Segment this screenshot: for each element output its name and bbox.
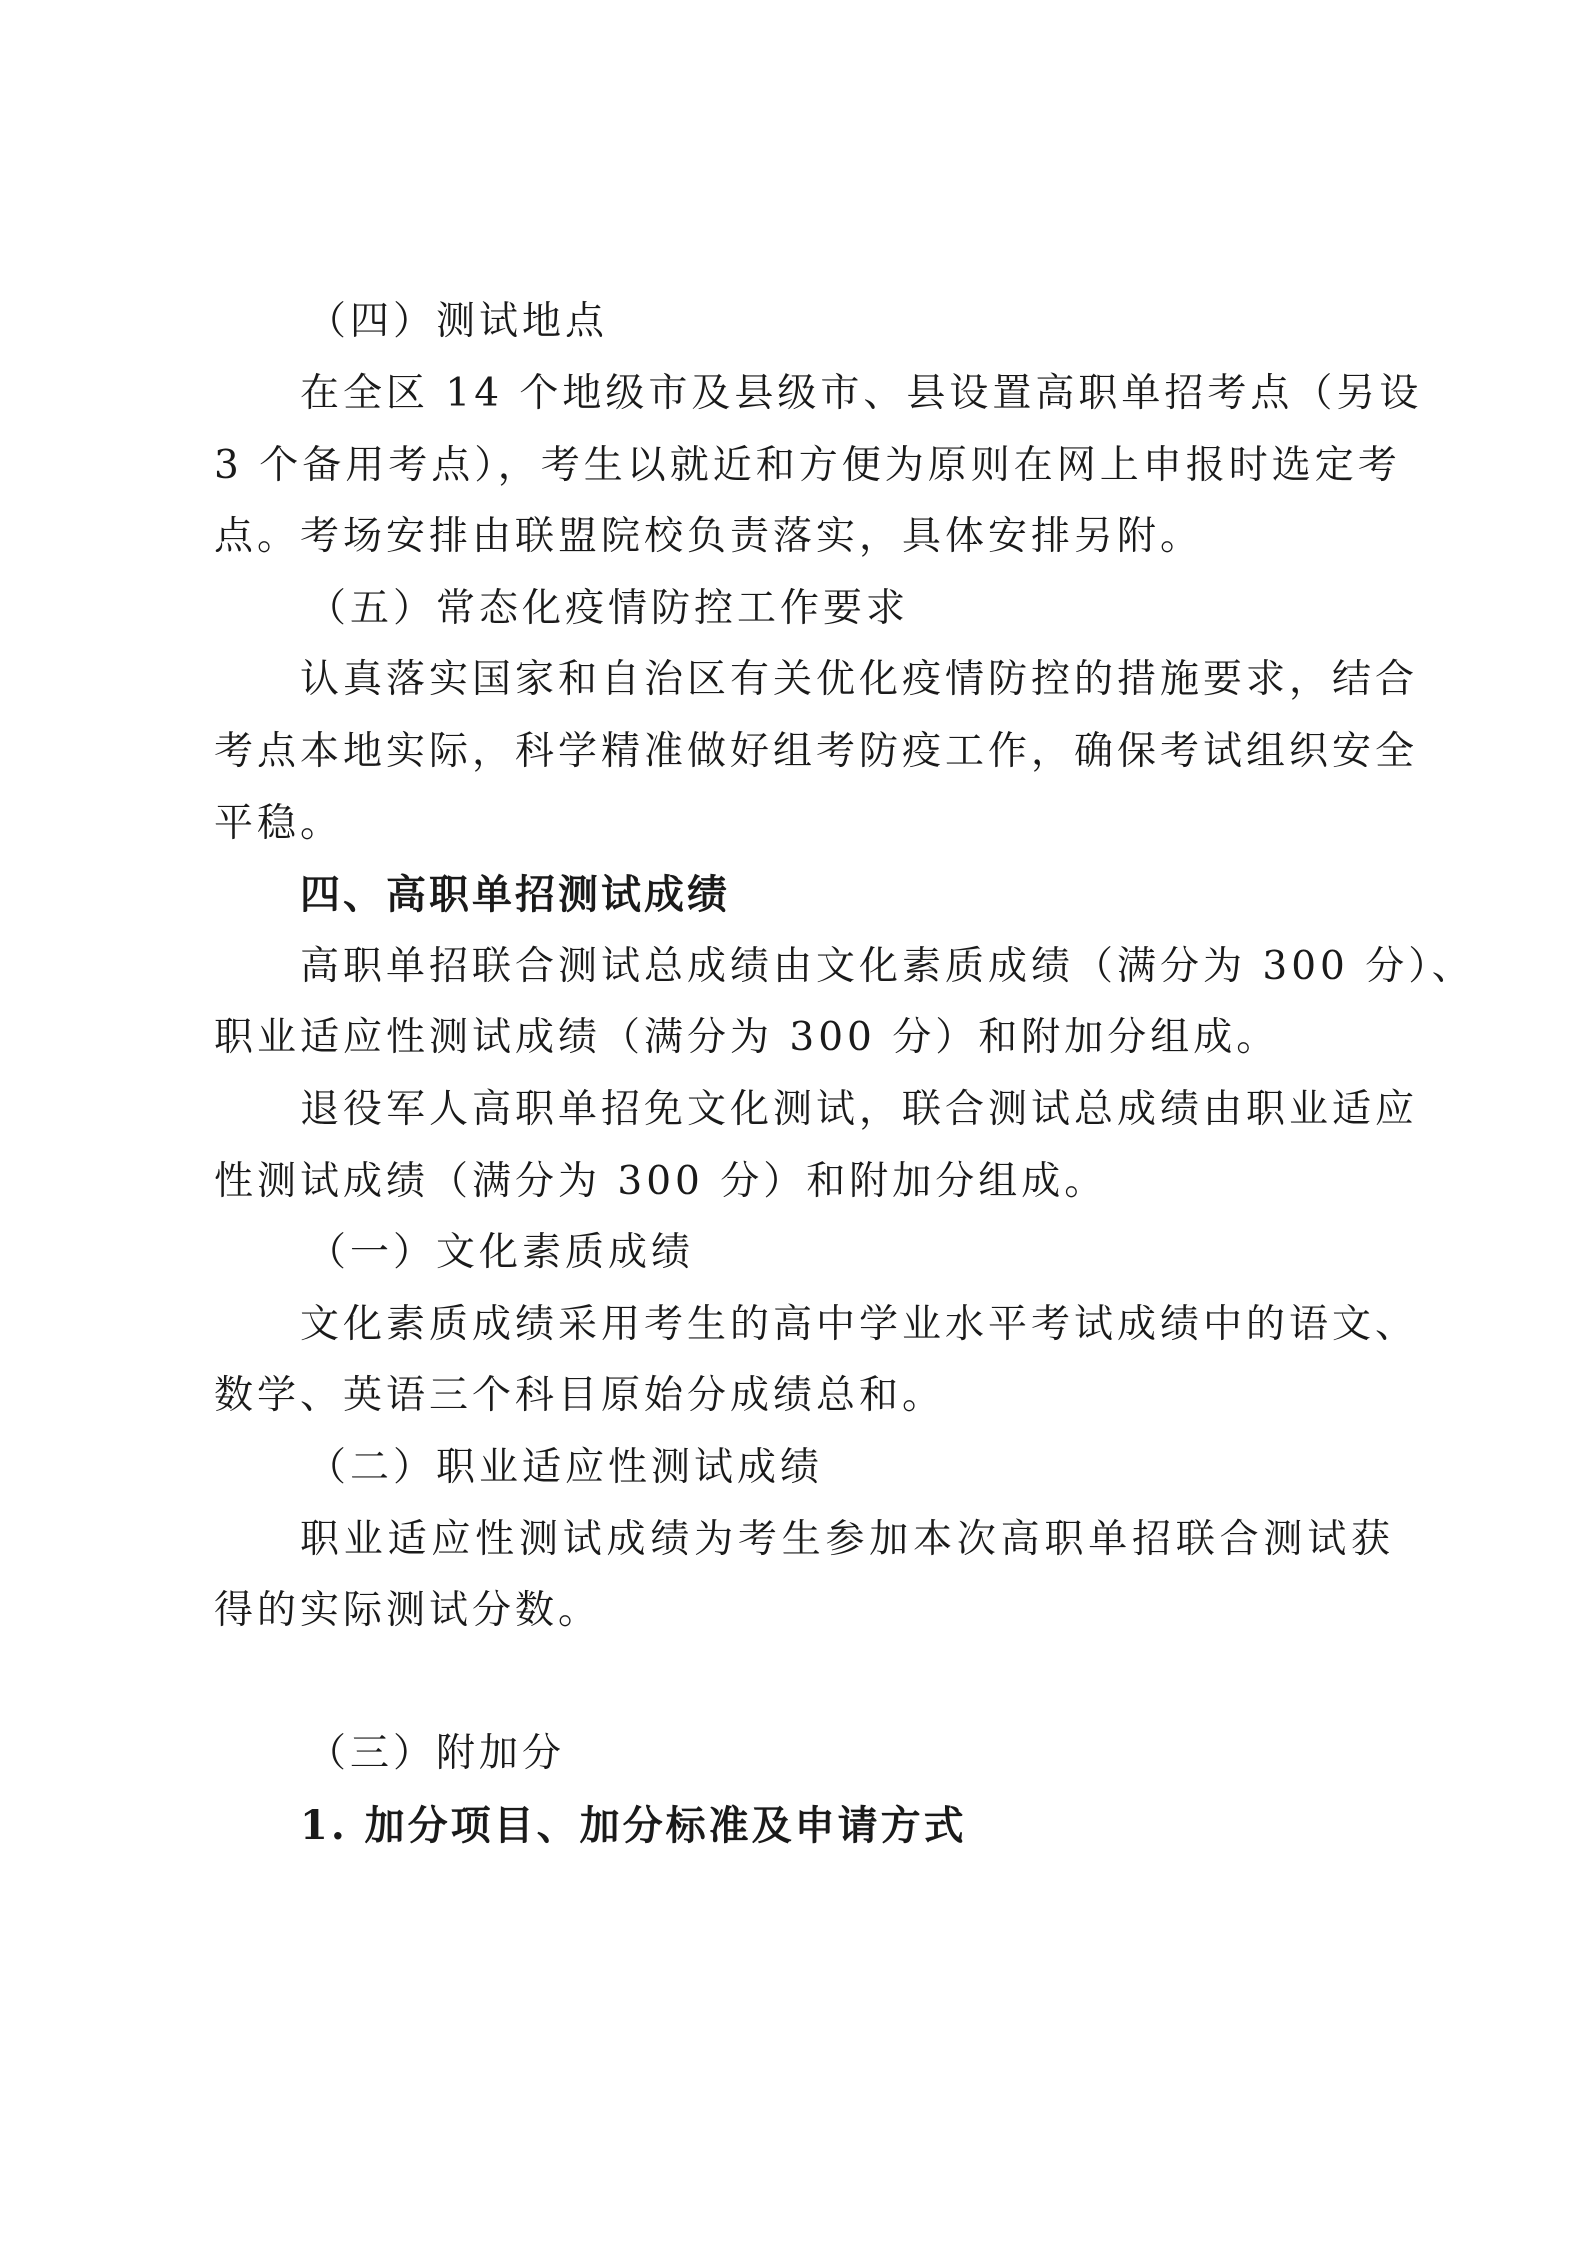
subsection-heading-bonus-points: （三）附加分: [307, 1731, 566, 1776]
paragraph-line: 职业适应性测试成绩（满分为 300 分）和附加分组成。: [214, 1015, 1280, 1060]
paragraph-line: 3 个备用考点），考生以就近和方便为原则在网上申报时选定考: [214, 443, 1401, 488]
paragraph-line: 职业适应性测试成绩为考生参加本次高职单招联合测试获: [300, 1517, 1394, 1562]
paragraph-line: 认真落实国家和自治区有关优化疫情防控的措施要求，结合: [300, 657, 1419, 702]
subsection-heading-vocational-score: （二）职业适应性测试成绩: [307, 1445, 824, 1490]
paragraph-line: 平稳。: [214, 801, 344, 846]
paragraph-line: 考点本地实际，科学精准做好组考防疫工作，确保考试组织安全: [214, 729, 1419, 774]
subsection-heading-cultural-score: （一）文化素质成绩: [307, 1230, 695, 1275]
section-heading-epidemic-control: （五）常态化疫情防控工作要求: [307, 586, 910, 631]
paragraph-line: 退役军人高职单招免文化测试，联合测试总成绩由职业适应: [300, 1087, 1419, 1132]
paragraph-line: 性测试成绩（满分为 300 分）和附加分组成。: [214, 1159, 1108, 1204]
paragraph-line: 点。考场安排由联盟院校负责落实，具体安排另附。: [214, 514, 1204, 559]
paragraph-line: 文化素质成绩采用考生的高中学业水平考试成绩中的语文、: [300, 1302, 1419, 1347]
section-heading-test-location: （四）测试地点: [307, 299, 609, 344]
part-heading-scores: 四、高职单招测试成绩: [300, 872, 730, 918]
paragraph-line: 在全区 14 个地级市及县级市、县设置高职单招考点（另设: [300, 371, 1423, 416]
paragraph-line: 数学、英语三个科目原始分成绩总和。: [214, 1373, 946, 1418]
paragraph-line: 高职单招联合测试总成绩由文化素质成绩（满分为 300 分）、: [300, 944, 1475, 989]
item-heading-bonus-standards: 1. 加分项目、加分标准及申请方式: [300, 1802, 967, 1849]
paragraph-line: 得的实际测试分数。: [214, 1588, 602, 1633]
